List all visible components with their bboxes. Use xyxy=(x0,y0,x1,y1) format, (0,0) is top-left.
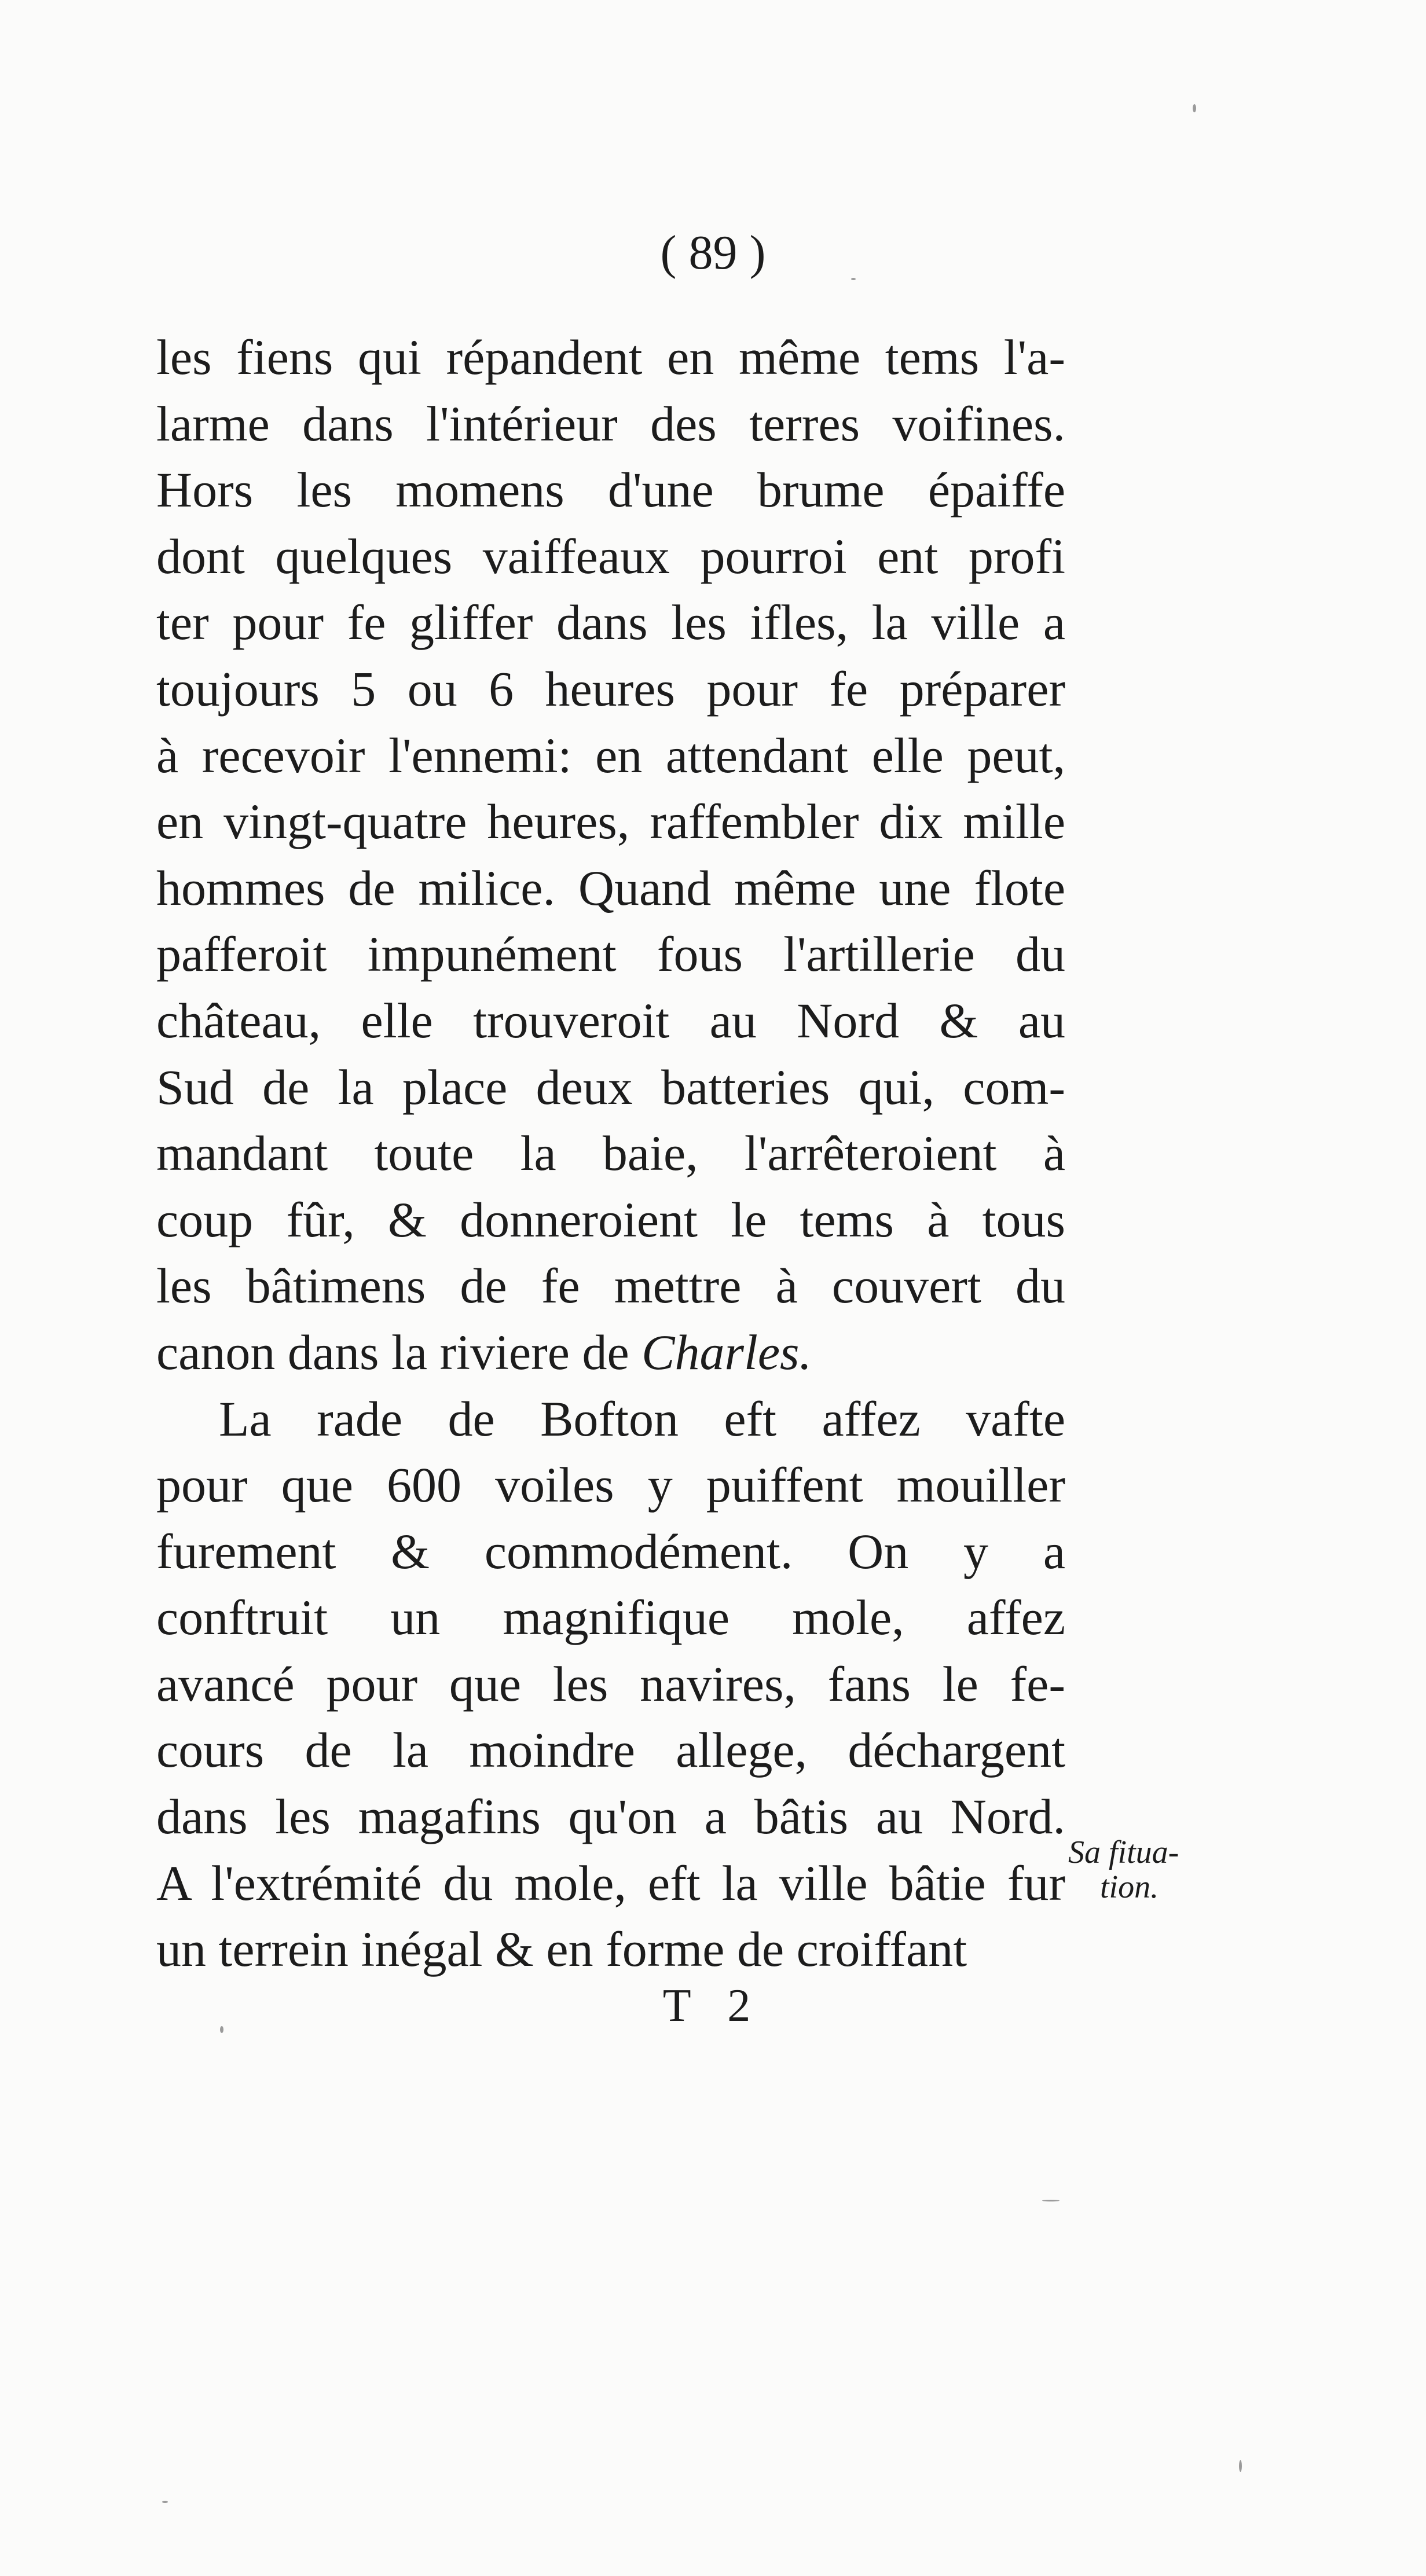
text-line: pour que 600 voiles y puiffent mouiller xyxy=(156,1457,1065,1513)
text-line: dont quelques vaiffeaux pourroi ent profi xyxy=(156,528,1065,584)
paper-speck xyxy=(851,278,856,280)
text-line: mandant toute la baie, l'arrêteroient à xyxy=(156,1125,1065,1181)
text-line: à recevoir l'ennemi: en attendant elle peut, xyxy=(156,727,1065,783)
text-line: larme dans l'intérieur des terres voifines. xyxy=(156,395,1065,452)
marginal-note-line: Sa fitua- xyxy=(1068,1834,1179,1870)
text-line: avancé pour que les navires, fans le fe- xyxy=(156,1656,1065,1712)
text-line: toujours 5 ou 6 heures pour fe préparer xyxy=(156,660,1065,717)
text-line-final xyxy=(156,1319,1065,1386)
text-line: château, elle trouveroit au Nord & au xyxy=(156,992,1065,1048)
italic-place-name: Charles. xyxy=(641,1324,812,1380)
text-line: A l'extrémité du mole, eft la ville bâtie fur xyxy=(156,1855,1065,1911)
text-line: les bâtimens de fe mettre à couvert du xyxy=(156,1258,1065,1314)
paper-speck xyxy=(1042,2200,1060,2201)
page-number: ( 89 ) xyxy=(660,226,766,280)
marginal-note xyxy=(1068,1835,1179,1905)
text-line: ter pour fe gliffer dans les ifles, la ville a xyxy=(156,595,1065,651)
body-text xyxy=(156,324,1065,1983)
paper-speck xyxy=(1239,2460,1242,2472)
text-line: cours de la moindre allege, déchargent xyxy=(156,1722,1065,1778)
paper-speck xyxy=(162,2501,168,2503)
paper-speck xyxy=(220,2026,223,2033)
text-line: hommes de milice. Quand même une flote xyxy=(156,860,1065,916)
paragraph-2 xyxy=(156,1386,1065,1983)
text-line: un terrein inégal & en forme de croiffant xyxy=(156,1921,967,1977)
paragraph-1 xyxy=(156,324,1065,1386)
text-line: pafferoit impunément fous l'artillerie du xyxy=(156,926,1065,982)
text-line: en vingt-quatre heures, raffembler dix mille xyxy=(156,794,1065,850)
text-line: dans les magafins qu'on a bâtis au Nord. xyxy=(156,1789,1065,1845)
signature-mark: T 2 xyxy=(662,1980,764,2031)
text-line: Sud de la place deux batteries qui, com- xyxy=(156,1059,1065,1115)
marginal-note-line: tion. xyxy=(1100,1869,1159,1905)
text-line: conftruit un magnifique mole, affez xyxy=(156,1590,1065,1646)
text-line: coup fûr, & donneroient le tems à tous xyxy=(156,1191,1065,1247)
text-line: Hors les momens d'une brume épaiffe xyxy=(156,462,1065,518)
text-span: canon dans la riviere de xyxy=(156,1324,642,1380)
text-line-indented: La rade de Bofton eft affez vafte xyxy=(219,1390,1065,1447)
paper-speck xyxy=(1193,104,1196,112)
text-line: furement & commodément. On y a xyxy=(156,1523,1065,1579)
text-line: les fiens qui répandent en même tems l'a- xyxy=(156,329,1065,385)
